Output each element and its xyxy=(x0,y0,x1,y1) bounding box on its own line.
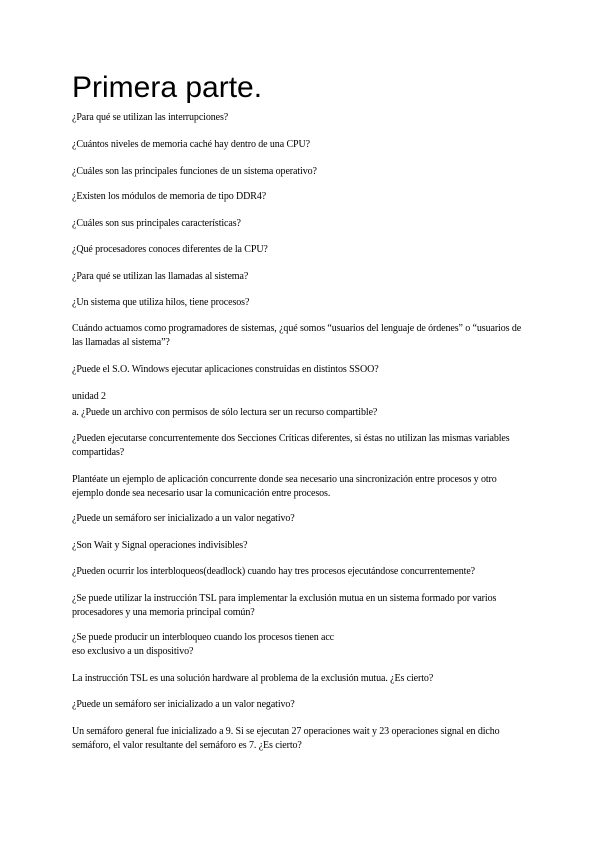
question: ¿Puede el S.O. Windows ejecutar aplicaciones construidas en distintos SSOO? xyxy=(72,364,379,375)
question: ¿Existen los módulos de memoria de tipo DDR4? xyxy=(72,191,267,202)
question: Plantéate un ejemplo de aplicación concurrente donde sea necesario una sincronización entre procesos y otro ejemplo donde sea necesario usar la comunicación entre procesos. xyxy=(72,474,497,499)
question: ¿Cuáles son sus principales características? xyxy=(72,218,241,229)
question: La instrucción TSL es una solución hardware al problema de la exclusión mutua. ¿Es cierto? xyxy=(72,673,434,684)
question: ¿Cuáles son las principales funciones de un sistema operativo? xyxy=(72,166,317,177)
question: ¿Para qué se utilizan las interrupciones? xyxy=(72,112,229,123)
question: ¿Para qué se utilizan las llamadas al sistema? xyxy=(72,271,249,282)
question: Un semáforo general fue inicializado a 9. Si se ejecutan 27 operaciones wait y 23 operaciones signal en dicho semáforo, el valor resultante del semáforo es 7. ¿Es cierto? xyxy=(72,726,500,751)
question: ¿Pueden ocurrir los interbloqueos(deadlock) cuando hay tres procesos ejecutándose concurrentemente? xyxy=(72,566,475,577)
question: Cuándo actuamos como programadores de sistemas, ¿qué somos “usuarios del lenguaje de órdenes” o “usuarios de las llamadas al sistema”? xyxy=(72,323,522,348)
question: ¿Qué procesadores conoces diferentes de la CPU? xyxy=(72,244,268,255)
question: ¿Puede un semáforo ser inicializado a un valor negativo? xyxy=(72,699,295,710)
question: a. ¿Puede un archivo con permisos de sólo lectura ser un recurso compartible? xyxy=(72,407,378,418)
question: ¿Son Wait y Signal operaciones indivisibles? xyxy=(72,540,248,551)
question: ¿Cuántos niveles de memoria caché hay dentro de una CPU? xyxy=(72,139,310,150)
section-label: unidad 2 xyxy=(72,391,106,402)
question: ¿Pueden ejecutarse concurrentemente dos Secciones Críticas diferentes, si éstas no utilizan las mismas variables compartidas? xyxy=(72,433,510,458)
question: ¿Un sistema que utiliza hilos, tiene procesos? xyxy=(72,297,250,308)
question: ¿Se puede producir un interbloqueo cuando los procesos tienen acc eso exclusivo a un dispositivo? xyxy=(72,632,335,657)
question: ¿Puede un semáforo ser inicializado a un valor negativo? xyxy=(72,513,295,524)
question: ¿Se puede utilizar la instrucción TSL para implementar la exclusión mutua en un sistema formado por varios procesadores y una memoria principal común? xyxy=(72,593,497,618)
page-title: Primera parte. xyxy=(72,71,263,104)
